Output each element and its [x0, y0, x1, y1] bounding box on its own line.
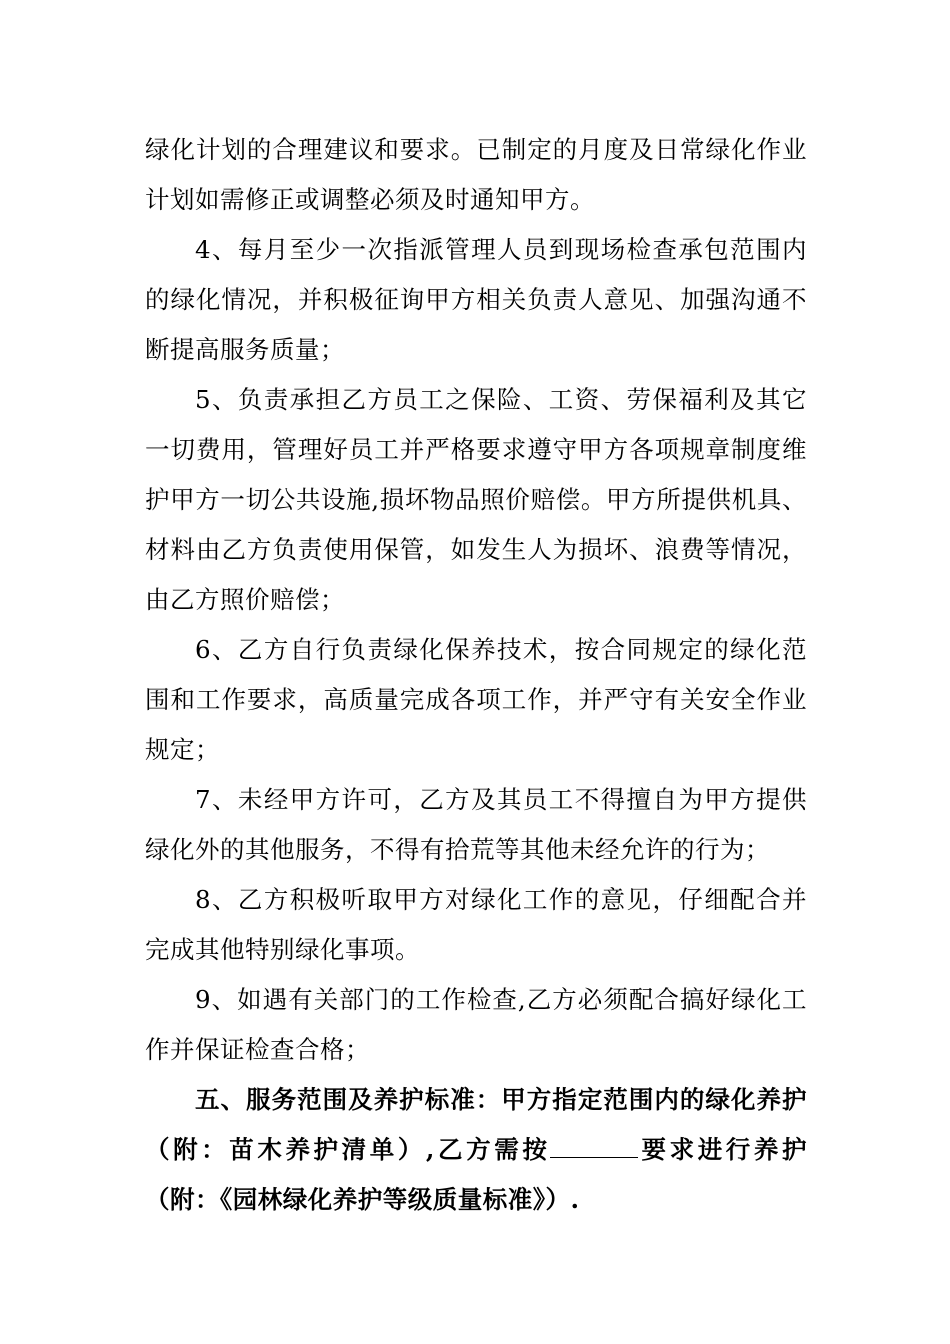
fill-in-blank: [550, 1131, 638, 1158]
paragraph-item-5: 5、负责承担乙方员工之保险、工资、劳保福利及其它一切费用，管理好员工并严格要求遵守甲方各项规章制度维护甲方一切公共设施,损坏物品照价赔偿。甲方所提供机具、材料由乙方负责使用保管，如发生人为损坏、浪费等情况，由乙方照价赔偿；: [145, 385, 807, 614]
paragraph-item-6: 6、乙方自行负责绿化保养技术，按合同规定的绿化范围和工作要求，高质量完成各项工作，并严守有关安全作业规定；: [145, 635, 807, 764]
document-page: [145, 125, 807, 1225]
paragraph-continuation: 绿化计划的合理建议和要求。已制定的月度及日常绿化作业计划如需修正或调整必须及时通知甲方。: [145, 135, 807, 214]
paragraph-item-4: 4、每月至少一次指派管理人员到现场检查承包范围内的绿化情况，并积极征询甲方相关负责人意见、加强沟通不断提高服务质量；: [145, 235, 807, 364]
section-5-text-part2: 要求进行养护（附：《园林绿化养护等级质量标准》）.: [145, 1135, 807, 1214]
paragraph-item-9: 9、如遇有关部门的工作检查,乙方必须配合搞好绿化工作并保证检查合格；: [145, 985, 807, 1064]
paragraph-item-8: 8、乙方积极听取甲方对绿化工作的意见，仔细配合并完成其他特别绿化事项。: [145, 885, 807, 964]
section-5-text-part1: 五、服务范围及养护标准：甲方指定范围内的绿化养护（附：苗木养护清单）,乙方需按: [145, 1085, 807, 1164]
section-5-heading: [145, 1075, 807, 1225]
paragraph-item-7: 7、未经甲方许可，乙方及其员工不得擅自为甲方提供绿化外的其他服务，不得有拾荒等其他未经允许的行为；: [145, 785, 807, 864]
